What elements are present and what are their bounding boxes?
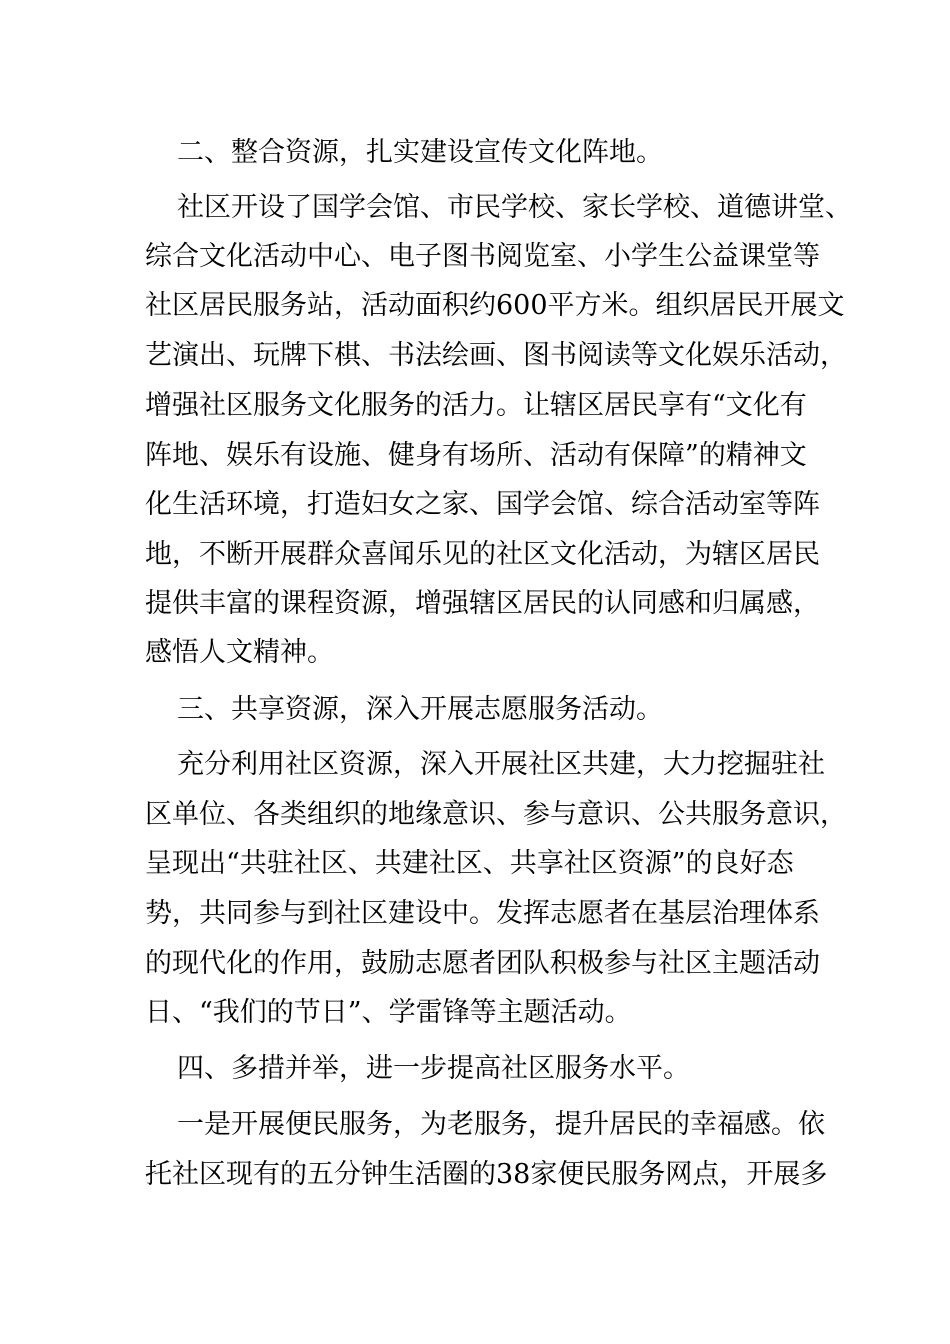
section-heading-4: 四、多措并举，进一步提高社区服务水平。 [177,1053,690,1084]
paragraph-line: 充分利用社区资源，深入开展社区共建，大力挖掘驻社 [177,749,825,780]
section-heading-2: 二、整合资源，扎实建设宣传文化阵地。 [177,137,663,168]
paragraph-line: 化生活环境，打造妇女之家、国学会馆、综合活动室等阵 [145,489,820,520]
section-heading-3: 三、共享资源，深入开展志愿服务活动。 [177,694,663,725]
paragraph-line: 的现代化的作用，鼓励志愿者团队积极参与社区主题活动 [145,948,820,979]
paragraph-line: 呈现出“共驻社区、共建社区、共享社区资源”的良好态 [145,848,794,879]
paragraph-line: 一是开展便民服务，为老服务，提升居民的幸福感。依 [177,1109,825,1140]
paragraph-line: 综合文化活动中心、电子图书阅览室、小学生公益课堂等 [145,241,820,272]
paragraph-line: 增强社区服务文化服务的活力。让辖区居民享有“文化有 [145,390,807,421]
paragraph-line: 托社区现有的五分钟生活圈的38家便民服务网点，开展多 [145,1159,828,1190]
paragraph-line: 提供丰富的课程资源，增强辖区居民的认同感和归属感， [145,588,820,619]
paragraph-line: 艺演出、玩牌下棋、书法绘画、图书阅读等文化娱乐活动， [145,340,847,371]
paragraph-line: 感悟人文精神。 [145,637,334,668]
paragraph-line: 阵地、娱乐有设施、健身有场所、活动有保障”的精神文 [145,440,807,471]
paragraph-line: 社区开设了国学会馆、市民学校、家长学校、道德讲堂、 [177,192,852,223]
paragraph-line: 日、“我们的节日”、学雷锋等主题活动。 [145,997,632,1028]
paragraph-line: 区单位、各类组织的地缘意识、参与意识、公共服务意识， [145,799,847,830]
paragraph-line: 势，共同参与到社区建设中。发挥志愿者在基层治理体系 [145,898,820,929]
paragraph-line: 社区居民服务站，活动面积约600平方米。组织居民开展文 [145,290,845,321]
paragraph-line: 地，不断开展群众喜闻乐见的社区文化活动，为辖区居民 [145,539,820,570]
